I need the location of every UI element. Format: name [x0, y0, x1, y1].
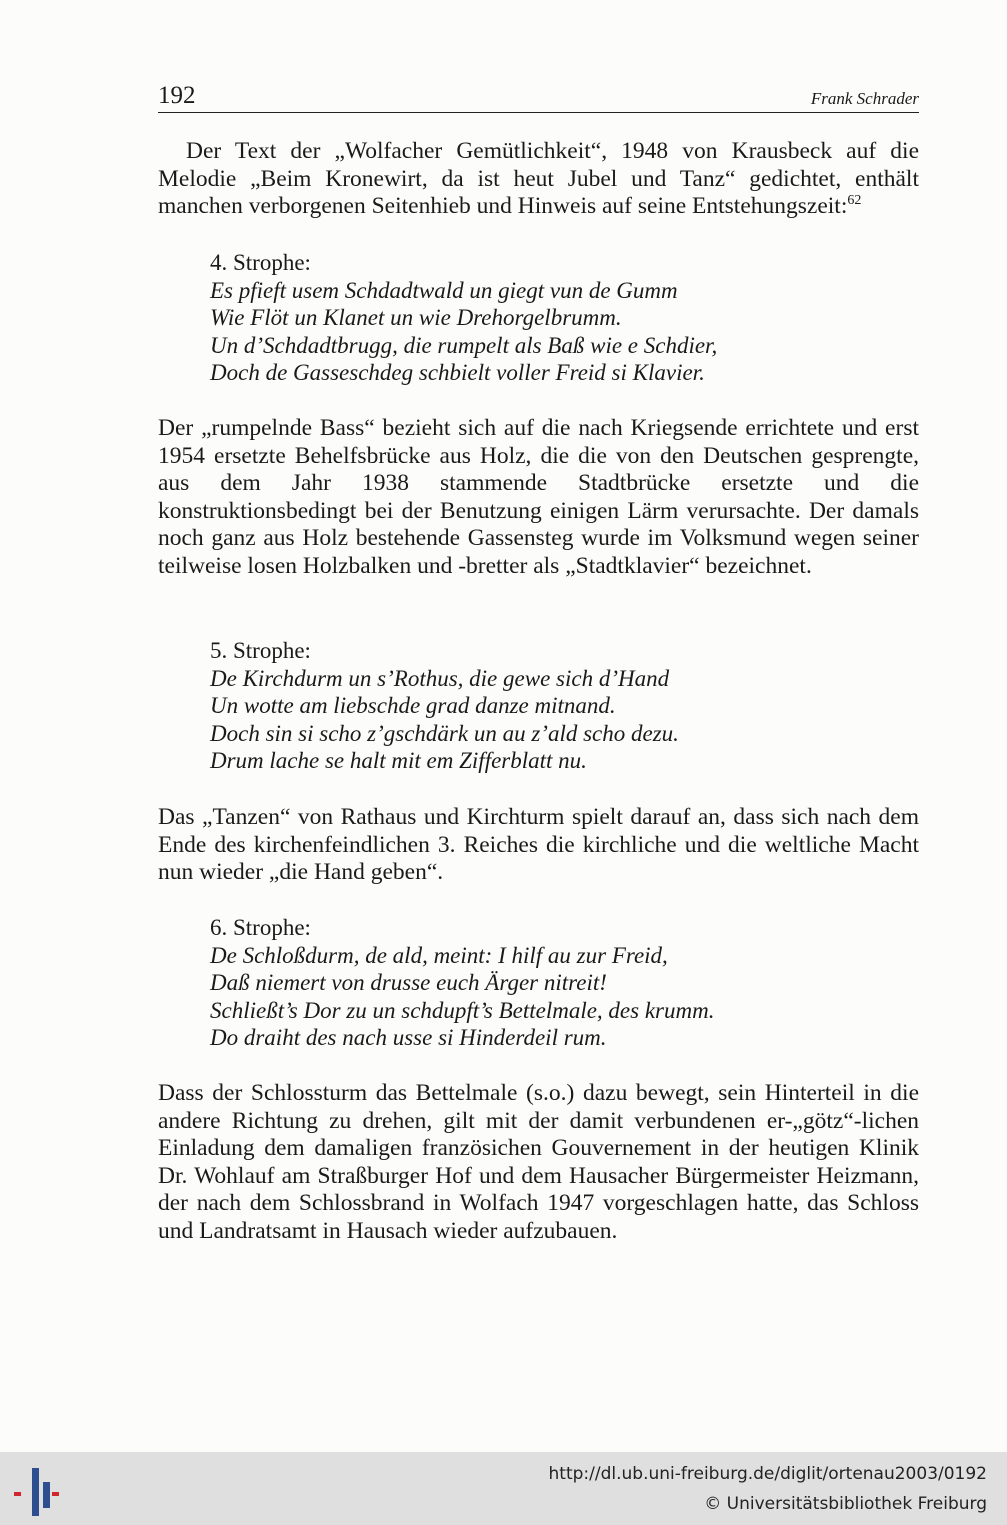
paragraph-intro-text: Der Text der „Wolfacher Gemütlichkeit“, 1948 von Krausbeck auf die Melodie „Beim Kronewirt, da ist heut Jubel und Tanz“ gedichtet, enthält manchen verborgenen Seitenhieb und Hinweis auf seine Entstehungszeit: [158, 138, 919, 219]
stanza-6 [210, 914, 910, 1052]
library-logo-icon [10, 1464, 64, 1520]
page-header [158, 80, 919, 113]
verse-line: Drum lache se halt mit em Zifferblatt nu. [210, 748, 587, 773]
paragraph-bridge: Der „rumpelnde Bass“ bezieht sich auf die nach Kriegsende errichtete und erst 1954 ersetzte Behelfsbrücke aus Holz, die die von den Deutschen gesprengte, aus dem Jahr 1938 stammende Stadtbrücke ersetzte und die konstruktionsbedingt bei der Benutzung einigen Lärm verursachte. Der damals noch ganz aus Holz bestehende Gassensteg wurde im Volksmund wegen seiner teilweise losen Holzbalken und -bretter als „Stadtklavier“ bezeichnet. [158, 415, 919, 579]
stanza-4 [210, 249, 910, 387]
paragraph-intro [158, 138, 919, 221]
verse-line: Es pfieft usem Schdadtwald un giegt vun de Gumm [210, 277, 678, 303]
footer-bar [0, 1452, 1007, 1525]
verse-line: Do draiht des nach usse si Hinderdeil rum. [210, 1025, 607, 1050]
verse-line: Un d’Schdadtbrugg, die rumpelt als Baß wie e Schdier, [210, 332, 718, 358]
verse-line: Doch de Gasseschdeg schbielt voller Freid si Klavier. [210, 360, 705, 385]
verse-line: De Kirchdurm un s’Rothus, die gewe sich d’Hand [210, 665, 670, 691]
verse-line: Wie Flöt un Klanet un wie Drehorgelbrumm. [210, 305, 622, 330]
page-number: 192 [158, 82, 196, 109]
verse-line: Un wotte am liebschde grad danze mitnand. [210, 693, 616, 718]
running-head-author: Frank Schrader [810, 89, 919, 108]
verse-line: Schließt’s Dor zu un schdupft’s Bettelmale, des krumm. [210, 997, 715, 1023]
stanza-heading: 4. Strophe: [210, 250, 311, 275]
stanza-5 [210, 637, 910, 775]
verse-line: Daß niemert von drusse euch Ärger nitreit! [210, 970, 607, 995]
copyright-notice: © Universitätsbibliothek Freiburg [704, 1494, 987, 1514]
source-url-link[interactable]: http://dl.ub.uni-freiburg.de/diglit/ortenau2003/0192 [548, 1464, 987, 1484]
verse-line: De Schloßdurm, de ald, meint: I hilf au zur Freid, [210, 942, 668, 968]
paragraph-castle-tower: Dass der Schlossturm das Bettelmale (s.o.) dazu bewegt, sein Hinterteil in die andere Richtung zu drehen, gilt mit der damit verbundenen er-„götz“-lichen Einladung dem damaligen französichen Gouvernement in der heutigen Klinik Dr. Wohlauf am Straßburger Hof und dem Hausacher Bürgermeister Heizmann, der nach dem Schlossbrand in Wolfach 1947 vorgeschlagen hatte, das Schloss und Landratsamt in Hausach wieder aufzubauen. [158, 1080, 919, 1244]
stanza-heading: 5. Strophe: [210, 638, 311, 663]
footnote-reference[interactable]: 62 [847, 193, 862, 208]
stanza-heading: 6. Strophe: [210, 915, 311, 940]
verse-line: Doch sin si scho z’gschdärk un au z’ald scho dezu. [210, 720, 679, 746]
paragraph-dance: Das „Tanzen“ von Rathaus und Kirchturm spielt darauf an, dass sich nach dem Ende des kirchenfeindlichen 3. Reiches die kirchliche und die weltliche Macht nun wieder „die Hand geben“. [158, 804, 919, 885]
